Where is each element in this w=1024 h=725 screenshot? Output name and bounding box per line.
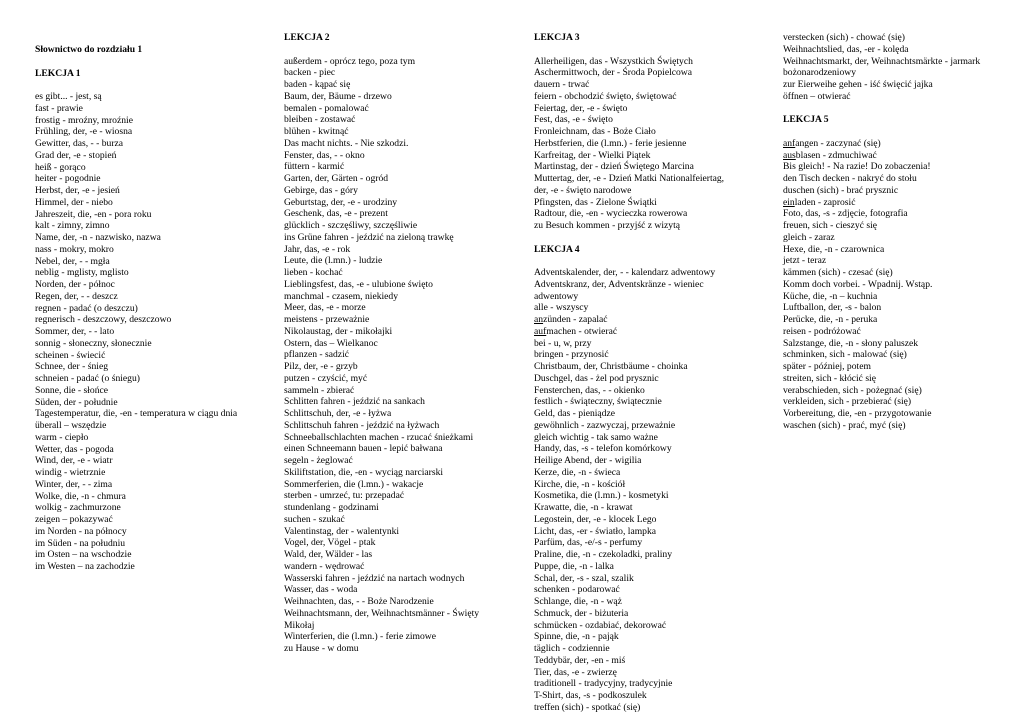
vocab-entry: Weihnachtslied, das, -er - kolęda [783,43,909,55]
column-1 [35,44,279,573]
vocab-entry: Skiliftstation, die, -en - wyciąg narciarski [284,466,444,478]
vocab-entry: Komm doch vorbei. - Wpadnij. Wstąp. [783,278,933,290]
vocab-entry: Heilige Abend, der - wigilia [534,455,642,466]
vocab-entry: Weihnachtsmann, der, Weihnachtsmänner - Święty [284,607,480,619]
lesson-4-heading: LEKCJA 4 [534,243,580,255]
vocab-entry: Winter, der, - - zima [35,478,113,490]
vocab-entry: Grad der, -e - stopień [35,149,117,161]
vocab-entry: überall – wszędzie [35,420,107,431]
vocab-entry: bringen - przynosić [534,349,609,361]
vocab-entry: einen Schneemann bauen - lepić bałwana [284,443,443,455]
vocab-entry: Herbst, der, -e - jesień [35,185,120,196]
vocab-entry: segeln - żeglować [284,455,353,466]
vocab-entry: schminken, sich - malować (się) [783,349,907,361]
vocab-entry: Leute, die (l.mn.) - ludzie [284,255,383,267]
vocab-entry: gleich - zaraz [783,231,835,243]
vocab-entry: Perücke, die, -n - peruka [783,314,878,325]
vocab-entry: Garten, der, Gärten - ogród [284,173,389,184]
document-title: Słownictwo do rozdziału 1 [35,44,143,55]
vocab-entry: Schal, der, -s - szal, szalik [534,572,634,584]
vocab-entry: jetzt - teraz [783,255,827,267]
vocab-entry: Küche, die, -n – kuchnia [783,290,878,302]
vocab-entry: Handy, das, -s - telefon komórkowy [534,443,672,455]
vocab-entry: Süden, der - południe [35,396,118,408]
vocab-entry: Kirche, die, -n - kościół [534,478,626,490]
vocab-entry: feiern - obchodzić święto, świętować [534,90,677,102]
vocab-entry: freuen, sich - cieszyć się [783,220,878,231]
vocab-entry: Adventskranz, der, Adventskränze - wieniec [534,278,704,290]
vocab-entry: Wetter, das - pogoda [35,443,114,455]
vocab-entry: Jahr, das, -e - rok [284,243,351,255]
vocab-entry: Vorbereitung, die, -en - przygotowanie [783,408,932,419]
vocab-entry: Nikolaustag, der - mikołajki [284,325,393,337]
lesson-1-heading: LEKCJA 1 [35,67,81,79]
vocab-entry: Allerheiligen, das - Wszystkich Świętych [534,55,693,67]
vocab-entry: täglich - codziennie [534,643,610,654]
vocab-entry: backen - piec [284,67,336,79]
vocab-entry: Meer, das, -e - morze [284,302,366,314]
vocab-entry: Schmuck, der - biżuteria [534,607,629,619]
vocab-entry: der, -e - święto narodowe [534,184,632,196]
spacer [534,255,778,267]
column-4 [783,32,1024,432]
vocab-entry: schneien - padać (o śniegu) [35,373,140,384]
lesson-1-list [35,91,279,573]
vocab-entry: Das macht nichts. - Nie szkodzi. [284,137,409,149]
lesson-4-list [534,267,778,714]
spacer [284,44,528,56]
vocab-entry: Aschermittwoch, der - Środa Popielcowa [534,67,692,79]
vocab-entry: Schneeballschlachten machen - rzucać śnieżkami [284,431,474,443]
vocab-entry: suchen - szukać [284,513,345,525]
vocab-entry: Radtour, die, -en - wycieczka rowerowa [534,208,688,220]
vocab-entry: adwentowy [534,290,579,302]
column-2 [284,32,528,655]
vocab-entry: Name, der, -n - nazwisko, nazwa [35,232,161,243]
vocab-entry: Jahreszeit, die, -en - pora roku [35,208,152,220]
vocab-entry: sonnig - słoneczny, słonecznie [35,337,152,349]
spacer [783,126,1024,138]
vocab-entry: Krawatte, die, -n - krawat [534,502,633,513]
vocab-entry: meistens - przeważnie [284,314,370,325]
vocab-entry: frostig - mroźny, mroźnie [35,114,133,126]
vocab-entry: anzünden - zapalać [534,314,608,325]
vocab-entry: streiten, sich - kłócić się [783,372,876,384]
vocab-entry: Schlitten fahren - jeździć na sankach [284,396,425,408]
vocab-entry: bleiben - zostawać [284,114,356,126]
vocab-entry: Mikołaj [284,619,315,631]
vocab-entry: Gebirge, das - góry [284,184,358,196]
vocab-entry: Norden, der - północ [35,279,115,290]
vocab-entry: Gewitter, das, - - burza [35,138,124,149]
vocab-entry: ins Grüne fahren - jeździć na zieloną trawkę [284,231,454,243]
vocab-entry: Wind, der, -e - wiatr [35,455,113,467]
vocab-entry: Fenster, das, - - okno [284,149,365,161]
vocab-entry: öffnen – otwierać [783,90,851,102]
vocab-entry: Geld, das - pieniądze [534,408,615,419]
vocab-entry: ausblasen - zdmuchiwać [783,149,877,161]
spacer [534,44,778,56]
spacer [783,103,1024,115]
vocab-entry: zu Hause - w domu [284,643,359,654]
lesson-5-list [783,138,1024,432]
vocab-entry: aufmachen - otwierać [534,325,618,337]
lesson-3-heading: LEKCJA 3 [534,32,580,43]
vocab-entry: schmücken - ozdabiać, dekorować [534,619,667,631]
vocab-entry: verabschieden, sich - pożegnać (się) [783,384,922,396]
vocab-entry: Pfingsten, das - Zielone Świątki [534,196,657,208]
vocab-entry: Geburtstag, der, -e - urodziny [284,196,398,208]
vocab-entry: alle - wszyscy [534,302,589,314]
vocab-entry: Spinne, die, -n - pająk [534,631,619,643]
vocab-entry: Parfüm, das, -e/-s - perfumy [534,537,643,549]
vocab-entry: Baum, der, Bäume - drzewo [284,90,392,102]
lesson-3-list [534,56,778,232]
vocab-entry: warm - ciepło [35,431,89,443]
vocab-entry: Kerze, die, -n - świeca [534,466,621,478]
vocab-entry: Schlittschuh fahren - jeździć na łyżwach [284,419,440,431]
vocab-entry: sammeln - zbierać [284,384,355,396]
vocab-entry: reisen - podróżować [783,325,861,337]
vocab-entry: im Osten – na wschodzie [35,549,132,561]
vocab-entry: Fest, das, -e - święto [534,114,613,126]
vocab-entry: windig - wietrznie [35,467,106,478]
spacer [35,56,279,68]
vocab-entry: Teddybär, der, -en - miś [534,654,626,666]
vocab-entry: treffen (sich) - spotkać (się) [534,701,641,713]
vocab-entry: Duschgel, das - żel pod prysznic [534,372,659,384]
vocab-entry: Christbaum, der, Christbäume - choinka [534,361,688,372]
vocab-entry: festlich - świąteczny, świątecznie [534,396,662,408]
vocab-entry: Schlange, die, -n - wąż [534,596,622,607]
vocab-entry: waschen (sich) - prać, myć (się) [783,419,906,431]
vocab-entry: Hexe, die, -n - czarownica [783,243,885,255]
vocab-entry: wolkig - zachmurzone [35,502,121,514]
vocab-entry: anfangen - zaczynać (się) [783,137,881,149]
vocab-entry: Sonne, die - słońce [35,384,109,396]
vocab-entry: Tier, das, -e - zwierzę [534,666,617,678]
vocab-entry: heiter - pogodnie [35,173,101,185]
lesson-5-heading: LEKCJA 5 [783,114,829,126]
vocab-entry: stundenlang - godzinami [284,502,379,513]
vocab-entry: kämmen (sich) - czesać (się) [783,267,893,278]
vocab-entry: Valentinstag, der - walentynki [284,525,400,537]
vocab-entry: zu Besuch kommen - przyjść z wizytą [534,220,680,231]
vocab-entry: Wolke, die, -n - chmura [35,490,126,502]
vocab-entry: bożonarodzeniowy [783,67,856,79]
vocab-entry: Nebel, der, - - mgła [35,255,110,267]
vocab-entry: Pilz, der, -e - grzyb [284,361,358,372]
spacer [534,232,778,244]
vocab-entry: Winterferien, die (l.mn.) - ferie zimowe [284,631,436,643]
vocab-entry: gewöhnlich - zazwyczaj, przeważnie [534,419,676,431]
vocab-entry: Feiertag, der, -e - święto [534,102,628,114]
vocab-entry: Foto, das, -s - zdjęcie, fotografia [783,208,908,220]
vocab-entry: Luftballon, der, -s - balon [783,302,882,314]
vocab-entry: Vogel, der, Vögel - ptak [284,537,376,549]
vocab-entry: im Norden - na północy [35,525,127,537]
vocab-entry: später - później, potem [783,361,871,372]
vocab-entry: lieben - kochać [284,267,343,278]
vocab-entry: Himmel, der - niebo [35,196,113,208]
vocab-entry: Lieblingsfest, das, -e - ulubione święto [284,278,433,290]
vocab-entry: heiß - gorąco [35,161,86,173]
lesson-2-heading: LEKCJA 2 [284,32,330,43]
vocab-entry: Geschenk, das, -e - prezent [284,208,388,220]
vocab-entry: bei - u, w, przy [534,337,592,349]
vocab-entry: pflanzen - sadzić [284,349,349,361]
vocab-entry: dauern - trwać [534,79,590,90]
vocab-entry: Tagestemperatur, die, -en - temperatura w ciągu dnia [35,408,238,420]
vocab-entry: im Süden - na południu [35,537,126,549]
vocab-entry: Ostern, das – Wielkanoc [284,337,378,349]
vocab-entry: verkleiden, sich - przebierać (się) [783,396,912,408]
vocab-entry: Legostein, der, -e - klocek Lego [534,513,657,525]
vocab-entry: traditionell - tradycyjny, tradycyjnie [534,678,673,690]
vocab-entry: einladen - zaprosić [783,196,856,208]
vocab-entry: wandern - wędrować [284,560,365,572]
vocab-entry: bemalen - pomalować [284,102,369,114]
vocab-entry: glücklich - szczęśliwy, szczęśliwie [284,220,418,231]
vocab-entry: Wasserski fahren - jeździć na nartach wodnych [284,572,465,584]
vocab-entry: Licht, das, -er - światło, lampka [534,525,657,537]
vocab-entry: nass - mokry, mokro [35,243,114,255]
vocab-entry: Wasser, das - woda [284,584,358,596]
vocab-entry: verstecken (sich) - chować (się) [783,32,905,43]
vocab-entry: Muttertag, der, -e - Dzień Matki Nationalfeiertag, [534,173,725,184]
vocab-entry: sterben - umrzeć, tu: przepadać [284,490,405,502]
vocab-entry: baden - kąpać się [284,79,351,90]
vocab-entry: den Tisch decken - nakryć do stołu [783,173,917,184]
vocab-entry: Frühling, der, -e - wiosna [35,126,133,138]
vocab-entry: im Westen – na zachodzie [35,561,135,572]
vocab-entry: neblig - mglisty, mglisto [35,267,129,279]
vocab-entry: Adventskalender, der, - - kalendarz adwentowy [534,267,716,278]
vocab-entry: zur Eierweihe gehen - iść święcić jajka [783,79,933,90]
vocab-entry: Bis gleich! - Na razie! Do zobaczenia! [783,161,931,173]
vocab-entry: Weihnachtsmarkt, der, Weihnachtsmärkte - jarmark [783,55,981,67]
vocab-entry: füttern - karmić [284,161,345,173]
vocab-entry: Herbstferien, die (l.mn.) - ferie jesienne [534,137,687,149]
column-3 [534,32,778,714]
vocab-entry: Fensterchen, das, - - okienko [534,384,645,396]
vocab-entry: gleich wichtig - tak samo ważne [534,431,658,443]
vocab-entry: Schnee, der - śnieg [35,361,108,373]
vocab-entry: Wald, der, Wälder - las [284,549,373,560]
vocab-entry: Weihnachten, das, - - Boże Narodzenie [284,596,434,607]
vocab-entry: Regen, der, - - deszcz [35,290,118,302]
vocab-entry: Salzstange, die, -n - słony paluszek [783,337,919,349]
vocab-entry: Puppe, die, -n - lalka [534,560,614,572]
vocab-entry: es gibt... - jest, są [35,91,102,102]
vocab-entry: Martinstag, der - dzień Świętego Marcina [534,161,694,173]
lesson-4-continued-list [783,32,1024,103]
vocab-entry: Sommerferien, die (l.mn.) - wakacje [284,478,424,490]
vocab-entry: Karfreitag, der - Wielki Piątek [534,149,651,161]
vocab-entry: Sommer, der, - - lato [35,326,115,337]
vocab-entry: schenken - podarować [534,584,620,596]
vocab-entry: außerdem - oprócz tego, poza tym [284,55,416,67]
lesson-2-list [284,56,528,655]
vocab-entry: blühen - kwitnąć [284,126,349,137]
vocab-entry: Fronleichnam, das - Boże Ciało [534,126,656,137]
vocab-entry: T-Shirt, das, -s - podkoszulek [534,690,647,701]
vocab-entry: kalt - zimny, zimno [35,220,110,232]
vocab-entry: putzen - czyścić, myć [284,372,368,384]
vocab-entry: fast - prawie [35,102,83,114]
vocab-entry: regnerisch - deszczowy, deszczowo [35,314,172,326]
vocab-entry: Kosmetika, die (l.mn.) - kosmetyki [534,490,669,502]
vocab-entry: Schlittschuh, der, -e - łyżwa [284,408,392,419]
vocab-entry: manchmal - czasem, niekiedy [284,290,399,302]
vocab-entry: zeigen – pokazywać [35,514,113,525]
vocab-entry: scheinen - świecić [35,349,106,361]
spacer [35,79,279,91]
vocab-entry: duschen (sich) - brać prysznic [783,184,899,196]
vocab-entry: Praline, die, -n - czekoladki, praliny [534,549,672,560]
vocab-entry: regnen - padać (o deszczu) [35,302,138,314]
